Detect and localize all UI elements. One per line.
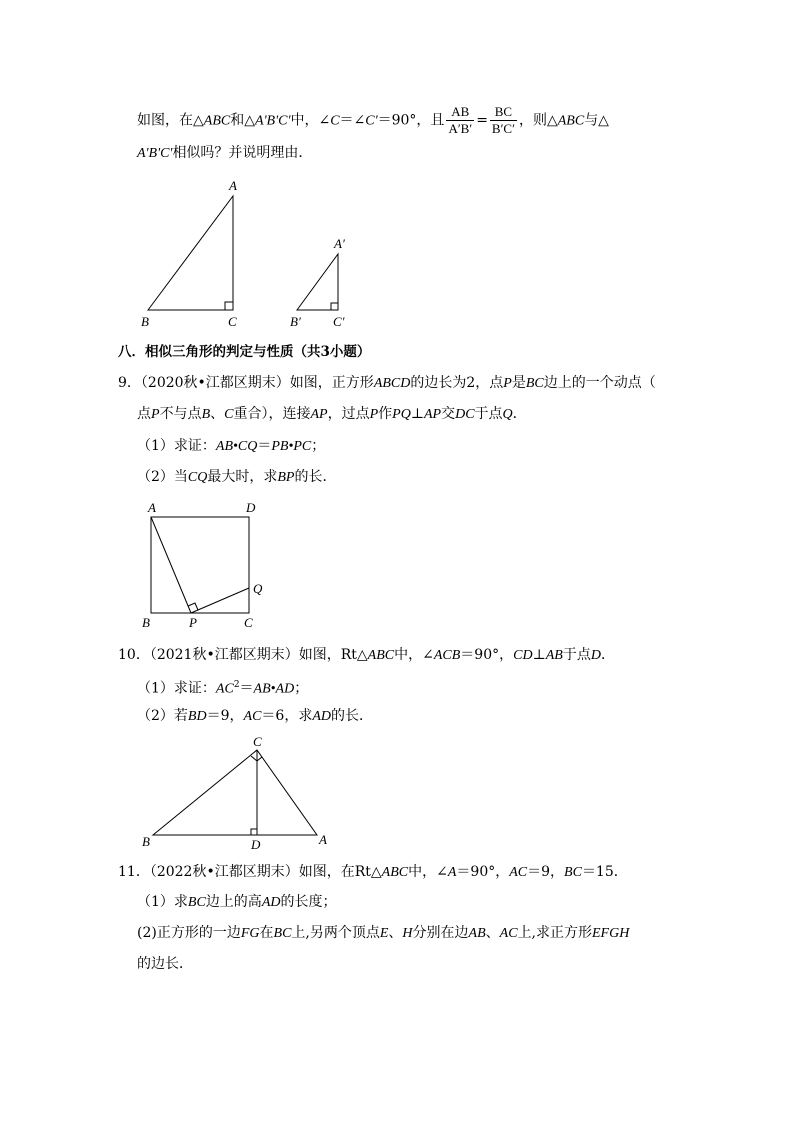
q9-bp: BP — [277, 470, 295, 485]
label-a-prime: A′ — [334, 236, 345, 251]
q10-text: （2021秋•江都区期末）如图，Rt△ — [149, 647, 368, 663]
label-b: B — [141, 314, 149, 329]
q11-abc: ABC — [381, 865, 409, 880]
q9-text: 是 — [511, 375, 526, 391]
q10-abc: ABC — [367, 648, 395, 663]
q11-text: 的长度； — [280, 894, 337, 910]
q11-text: 、 — [485, 925, 500, 941]
q8-abc: ABC — [557, 113, 585, 129]
q10-sub2-label: （2）若 — [137, 708, 188, 724]
q9-dc: DC — [455, 407, 475, 422]
fraction-numerator: BC — [490, 104, 517, 121]
triangle-abc — [153, 750, 317, 835]
q9-text: 最大时，求 — [207, 469, 278, 485]
q9-text: 的长． — [294, 469, 337, 485]
label-b: B — [142, 615, 150, 630]
label-d: D — [251, 837, 261, 852]
right-angle-mark-d — [251, 829, 257, 835]
label-p: P — [189, 615, 197, 630]
q8-abcp: A'B'C' — [255, 113, 291, 129]
q8-cp: C' — [365, 113, 378, 129]
q8-text: 中，∠ — [290, 112, 331, 129]
q11-text: 边上的高 — [205, 894, 262, 910]
q8-text: 相似吗？并说明理由． — [172, 145, 313, 161]
q9-text: （2020秋•江都区期末）如图，正方形 — [140, 375, 374, 391]
label-a: A — [148, 500, 156, 515]
q11-text: 上,另两个顶点 — [291, 925, 380, 941]
label-a: A — [229, 178, 237, 193]
q9-text: ． — [512, 406, 527, 422]
q10-text: ＝90°， — [460, 647, 514, 663]
label-c-prime: C′ — [333, 314, 345, 329]
q9-text: 作 — [378, 406, 393, 422]
q11-h: H — [402, 926, 413, 941]
q9-sub2-label: （2）当 — [137, 469, 188, 485]
q9-sub1-expr2: PB•PC — [271, 439, 312, 454]
label-b: B — [142, 834, 150, 849]
q11-text: 的边长． — [137, 956, 193, 972]
q10-text: 的长． — [331, 708, 373, 724]
q11-sub2 — [137, 923, 629, 944]
q9-pq: PQ — [392, 407, 411, 422]
q11-ac: AC — [499, 926, 518, 941]
q8-c: C — [330, 113, 340, 129]
q11-text: 中，∠ — [408, 864, 448, 880]
q11-efgh: EFGH — [592, 926, 630, 941]
q11-text: 、 — [388, 925, 403, 941]
q10-ab: AB — [545, 648, 563, 663]
q9-text: 重合），连接 — [233, 406, 311, 422]
q8-text: 与△ — [584, 112, 609, 129]
q9-text: 边上的一个动点（ — [543, 375, 656, 391]
q9-abcd: ABCD — [373, 376, 411, 391]
q10-ad: AD — [312, 709, 331, 724]
q9-c: C — [224, 407, 234, 422]
q9-ap: AP — [310, 407, 328, 422]
q11-bc: BC — [564, 865, 582, 880]
section-title: 八．相似三角形的判定与性质（共3小题） — [118, 344, 371, 360]
q9-text: 、 — [210, 406, 225, 422]
q9-number: 9． — [118, 375, 141, 391]
q10-text: ； — [294, 680, 309, 697]
fraction-denominator: B′C′ — [491, 121, 515, 136]
q8-abc: ABC — [203, 113, 231, 129]
q11-e: E — [379, 926, 389, 941]
perp-symbol: ⊥ — [532, 647, 546, 663]
q10-text: 中，∠ — [394, 647, 434, 663]
q9-text: 点 — [137, 406, 151, 422]
q11-text: 分别在边 — [412, 925, 469, 941]
label-c: C — [228, 314, 237, 329]
q11-sub2-label: (2)正方形的一边 — [137, 925, 241, 941]
q11-text: ＝90°， — [456, 864, 510, 880]
q10-bd: BD — [187, 709, 207, 724]
q11-bc: BC — [273, 926, 292, 941]
q8-text: 和△ — [230, 112, 256, 129]
q10-cd: CD — [513, 648, 533, 663]
label-c: C — [244, 615, 253, 630]
q9-text: ＝ — [257, 438, 272, 454]
q10-text: 于点 — [562, 647, 591, 663]
q8-text: ＝∠ — [339, 112, 366, 129]
q11-text: ＝9， — [527, 864, 565, 880]
q9-text: 不与点 — [159, 406, 202, 422]
label-c: C — [253, 734, 262, 749]
q9-bc: BC — [525, 376, 544, 391]
label-q: Q — [253, 581, 263, 596]
q11-text: （2022秋•江都区期末）如图，在Rt△ — [149, 864, 382, 880]
fraction-denominator: A′B′ — [448, 121, 473, 136]
q10-ac: AC — [215, 681, 234, 697]
q9-text: 于点 — [474, 406, 503, 422]
q10-sub1-label: （1）求证： — [137, 680, 216, 697]
q9-text: ，过点 — [327, 406, 370, 422]
q11-ad: AD — [261, 895, 281, 910]
q11-bc: BC — [187, 895, 206, 910]
q11-text: 上,求正方形 — [517, 925, 592, 941]
q11-fg: FG — [240, 926, 260, 941]
q10-acb: ACB — [433, 648, 461, 663]
q9-cq: CQ — [187, 470, 208, 485]
q10-text: ＝9， — [206, 708, 244, 724]
q11-a: A — [447, 865, 457, 880]
q10-rhs: AB•AD — [253, 681, 295, 697]
q9-sub1-label: （1）求证： — [137, 438, 216, 454]
q10-text: ＝6，求 — [261, 708, 313, 724]
q10-d: D — [590, 648, 601, 663]
fraction-numerator: AB — [446, 104, 474, 121]
q11-text: 在 — [259, 925, 274, 941]
label-b-prime: B′ — [290, 314, 301, 329]
q11-text: ＝15． — [581, 864, 628, 880]
q9-ap: AP — [423, 407, 442, 422]
q9-p: P — [369, 407, 379, 422]
q10-number: 10． — [118, 647, 150, 663]
q9-text: 交 — [441, 406, 456, 422]
label-a: A — [319, 832, 327, 847]
q8-text: 如图，在△ — [137, 112, 204, 129]
equals-sign: = — [476, 112, 488, 129]
q11-sub1 — [137, 892, 336, 913]
q11-line1 — [118, 862, 628, 883]
perp-symbol: ⊥ — [410, 406, 424, 422]
q8-abcp: A'B'C' — [137, 146, 173, 161]
q9-p: P — [503, 376, 512, 391]
q9-q: Q — [502, 407, 513, 422]
q10-ac: AC — [243, 709, 262, 724]
q11-number: 11． — [118, 864, 150, 880]
q11-ab: AB — [468, 926, 486, 941]
q9-sub1-expr: AB•CQ — [215, 439, 258, 454]
q11-ac: AC — [509, 865, 528, 880]
q9-text: ； — [311, 438, 326, 454]
q8-text: ，则△ — [518, 112, 558, 129]
q10-text: ． — [600, 647, 615, 663]
label-d: D — [246, 500, 256, 515]
q10-text: ＝ — [239, 680, 254, 697]
q8-text: ＝90°，且 — [377, 112, 445, 129]
superscript-2: 2 — [233, 680, 240, 690]
q9-p: P — [151, 407, 160, 422]
q11-line3 — [137, 954, 193, 974]
q11-sub1-label: （1）求 — [137, 894, 188, 910]
q9-text: 的边长为2，点 — [410, 375, 504, 391]
q9-b: B — [201, 407, 211, 422]
